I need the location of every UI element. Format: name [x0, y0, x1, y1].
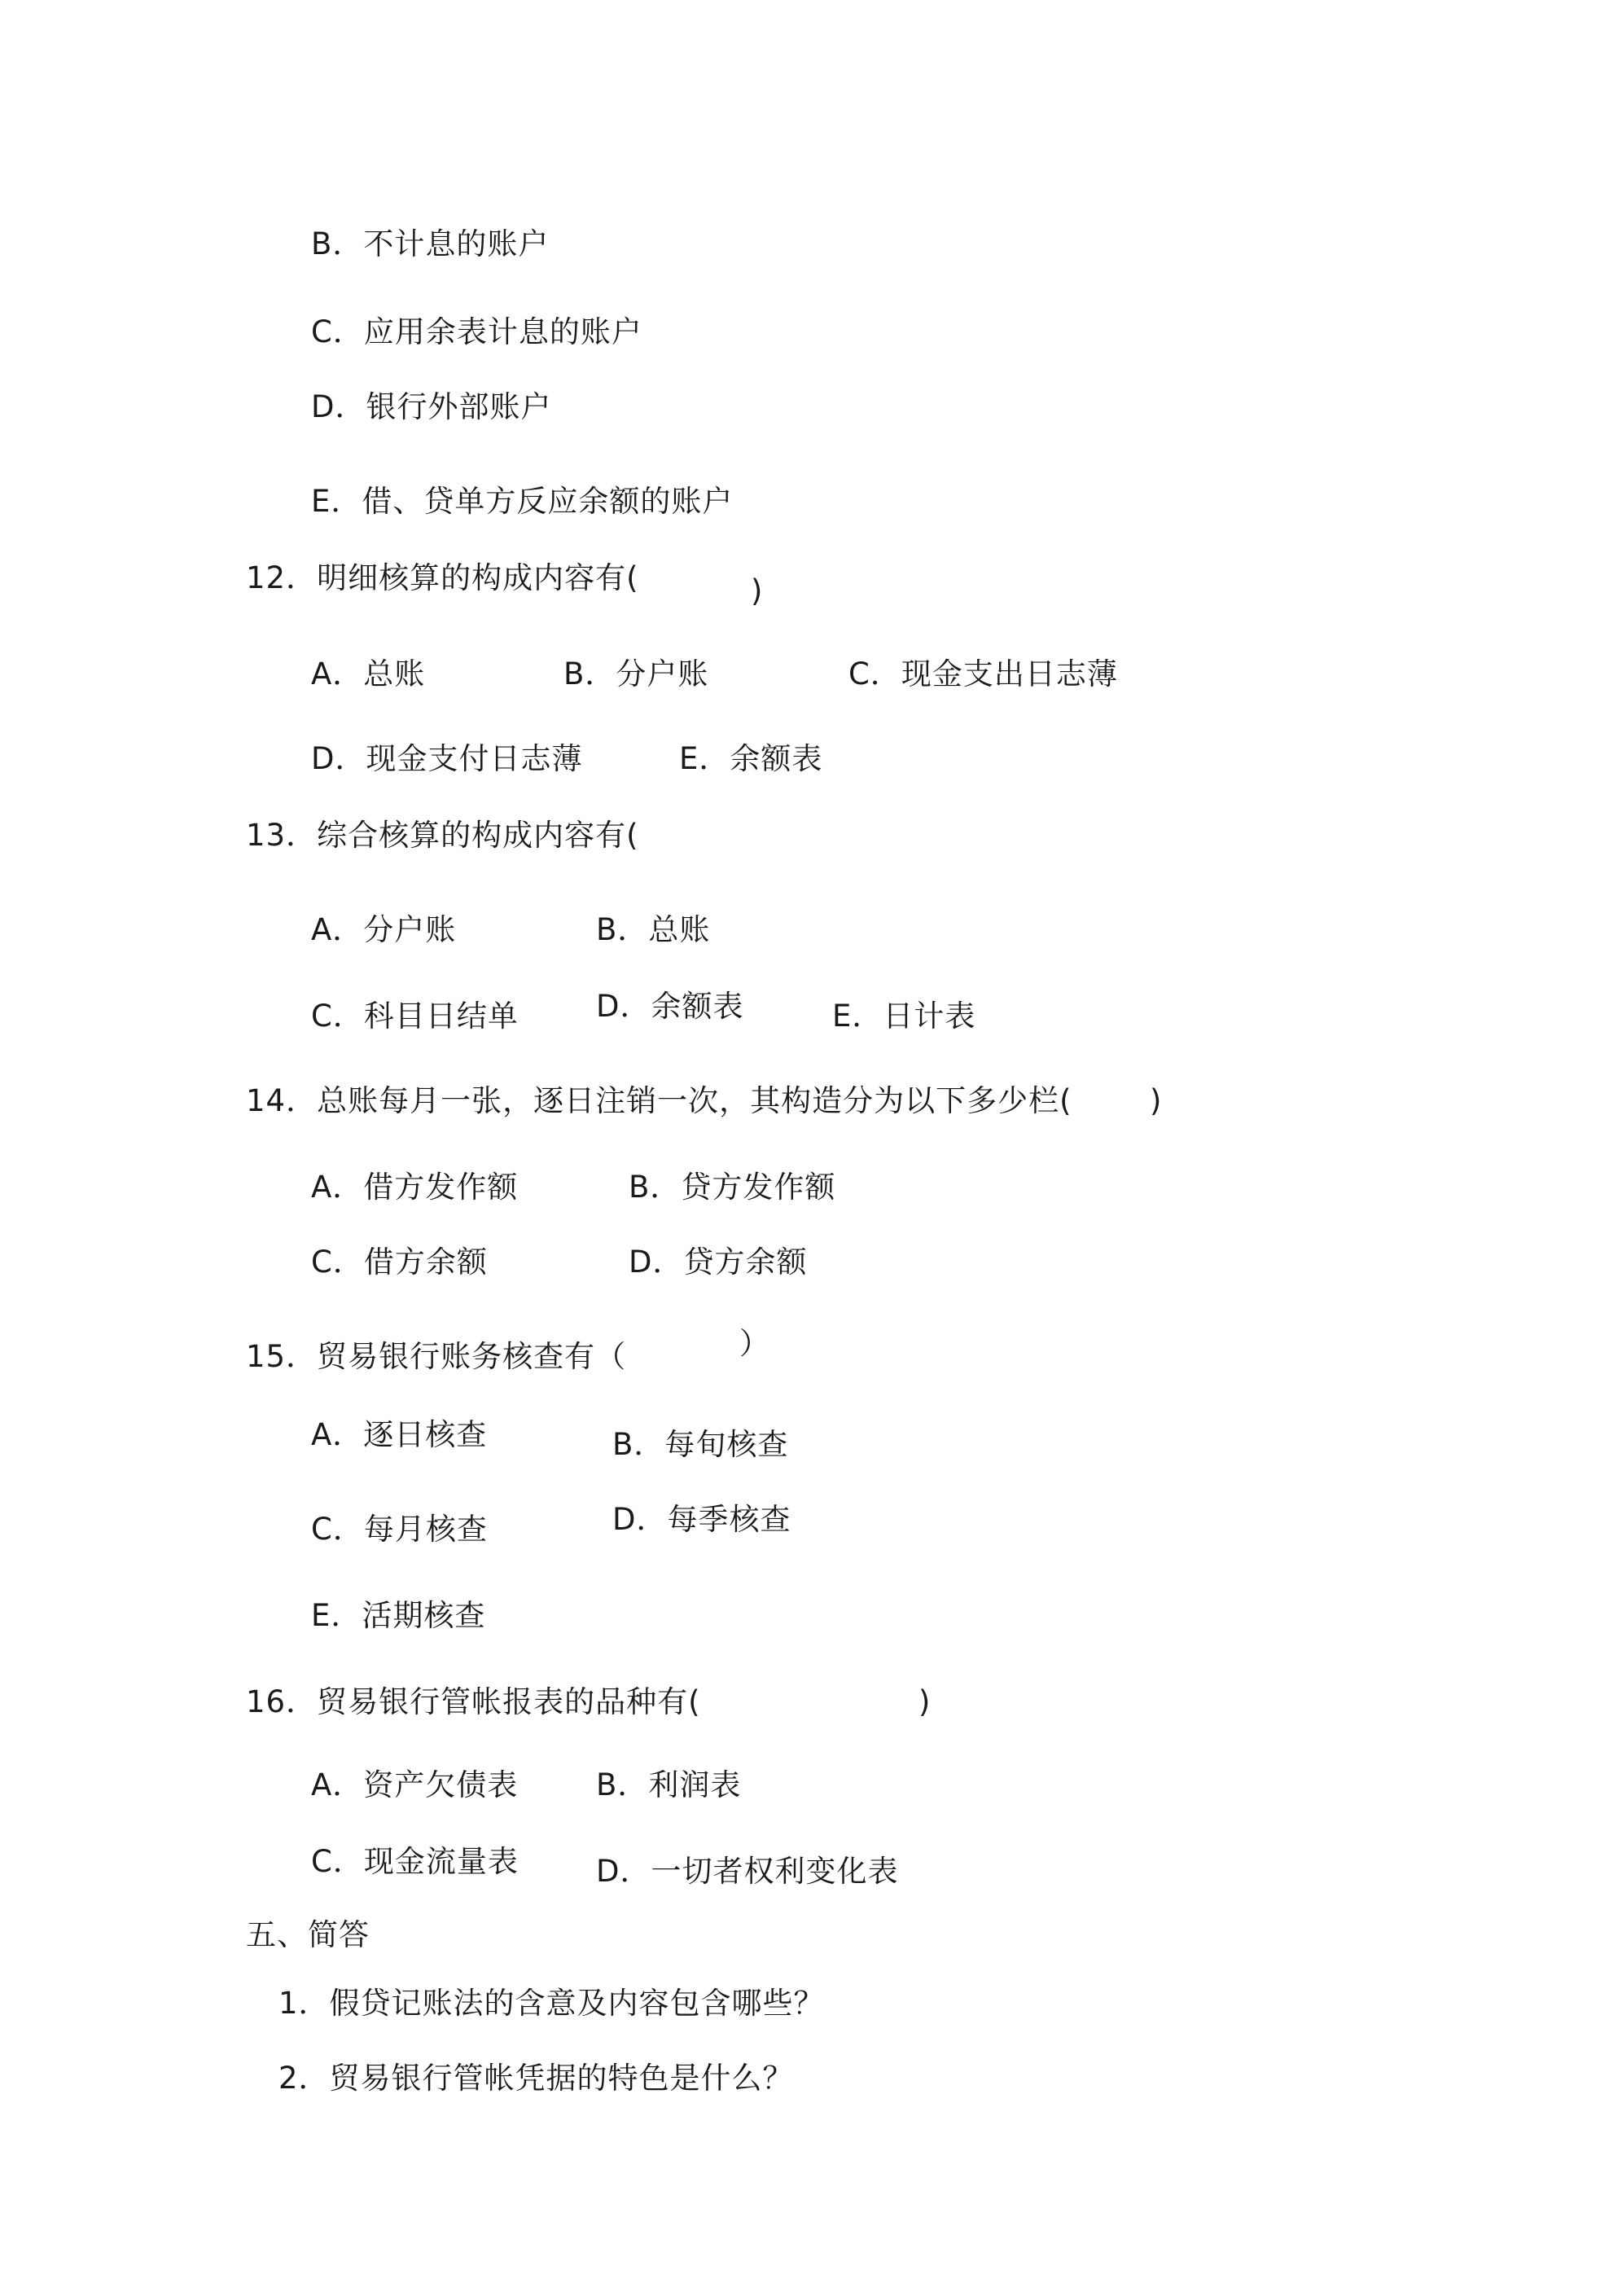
- q12-option-a: A．总账: [311, 656, 426, 691]
- q12-option-b: B．分户账: [563, 656, 709, 691]
- q15-option-c: C．每月核查: [311, 1512, 488, 1547]
- section5-item-1: 1．假贷记账法的含意及内容包含哪些？: [278, 1986, 825, 2021]
- q16-option-b: B．利润表: [596, 1767, 742, 1802]
- q13-option-d: D．余额表: [596, 989, 744, 1024]
- q14-option-b: B．贷方发作额: [629, 1170, 836, 1205]
- q12-question: 12．明细核算的构成内容有(: [246, 560, 639, 595]
- q16-option-a: A．资产欠债表: [311, 1767, 519, 1802]
- q16-close-paren: ): [918, 1684, 932, 1719]
- q15-option-e: E．活期核查: [311, 1598, 486, 1633]
- q13-option-c: C．科目日结单: [311, 999, 519, 1034]
- section5-heading: 五、简答: [246, 1917, 370, 1952]
- q14-question: 14．总账每月一张，逐日注销一次，其构造分为以下多少栏(: [246, 1083, 1072, 1118]
- q14-option-c: C．借方余额: [311, 1245, 488, 1280]
- q13-option-e: E．日计表: [832, 999, 976, 1034]
- q13-question: 13．综合核算的构成内容有(: [246, 818, 639, 853]
- q13-option-a: A．分户账: [311, 912, 457, 947]
- q16-question: 16．贸易银行管帐报表的品种有(: [246, 1684, 701, 1719]
- section5-item-2: 2．贸易银行管帐凭据的特色是什么？: [278, 2061, 794, 2096]
- q13-option-b: B．总账: [596, 912, 711, 947]
- q15-option-b: B．每旬核查: [612, 1427, 789, 1462]
- q12-close-paren: ): [751, 573, 764, 608]
- q14-option-a: A．借方发作额: [311, 1170, 519, 1205]
- q15-option-d: D．每季核查: [612, 1502, 791, 1537]
- q12-option-e: E．余额表: [679, 741, 823, 776]
- q15-question: 15．贸易银行账务核查有（: [246, 1339, 627, 1374]
- q12-option-d: D．现金支付日志薄: [311, 741, 583, 776]
- q11-option-e: E．借、贷单方反应余额的账户: [311, 484, 734, 519]
- q11-option-c: C．应用余表计息的账户: [311, 314, 642, 349]
- q14-close-paren: ): [1150, 1083, 1163, 1118]
- q12-option-c: C．现金支出日志薄: [848, 656, 1118, 691]
- q16-option-c: C．现金流量表: [311, 1844, 519, 1879]
- q15-option-a: A．逐日核查: [311, 1417, 488, 1452]
- q15-close-paren: ）: [739, 1326, 770, 1361]
- q16-option-d: D．一切者权利变化表: [596, 1854, 899, 1889]
- q11-option-d: D．银行外部账户: [311, 389, 552, 424]
- q14-option-d: D．贷方余额: [629, 1245, 808, 1280]
- q11-option-b: B．不计息的账户: [311, 226, 550, 261]
